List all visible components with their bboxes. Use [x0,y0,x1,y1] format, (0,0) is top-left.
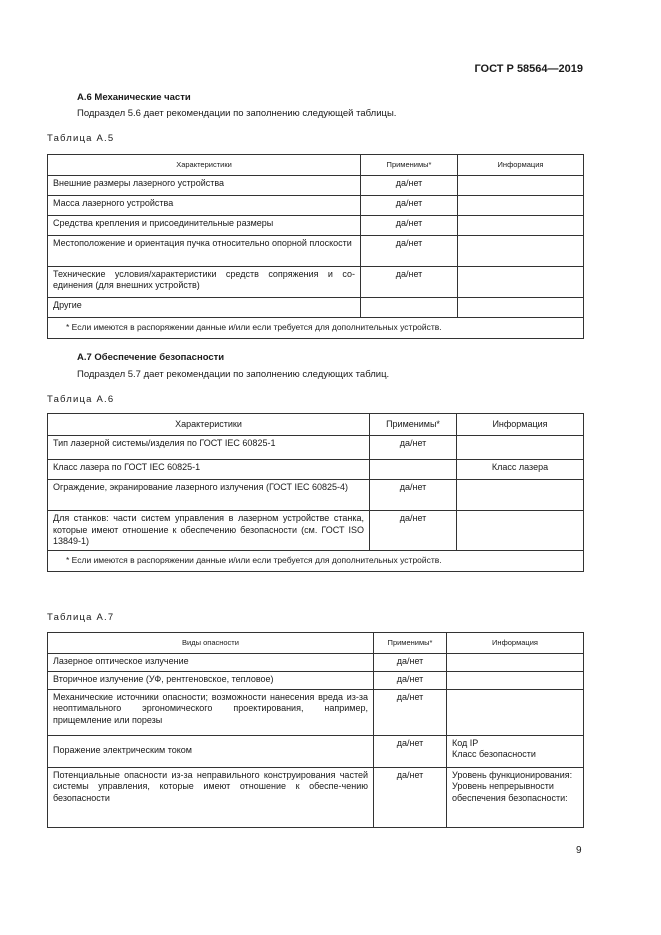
cell-applicable: да/нет [370,436,457,460]
cell-info [458,195,584,215]
cell-applicable: да/нет [361,175,458,195]
cell-characteristic: Масса лазерного устройства [48,195,361,215]
cell-info [457,480,584,511]
cell-characteristic: Технические условия/характеристики средств сопряжения и со-единения (для внешних устройств) [48,266,361,297]
cell-applicable: да/нет [374,653,447,671]
table-header-row [48,633,584,654]
column-header: Виды опасности [48,633,374,654]
cell-applicable [370,460,457,480]
section-a6-title: А.6 Механические части [77,92,191,103]
cell-characteristic: Ограждение, экранирование лазерного излучения (ГОСТ IEC 60825-4) [48,480,370,511]
column-header: Информация [447,633,584,654]
column-header: Характеристики [48,414,370,436]
column-header: Информация [457,414,584,436]
cell-info [458,297,584,317]
table-row [48,480,584,511]
table-a5 [47,154,584,339]
cell-applicable: да/нет [374,671,447,689]
table-row [48,175,584,195]
cell-applicable: да/нет [361,195,458,215]
cell-characteristic: Тип лазерной системы/изделия по ГОСТ IEC 60825-1 [48,436,370,460]
cell-applicable: да/нет [374,689,447,735]
cell-hazard: Потенциальные опасности из-за неправильного конструирования частей системы управления, которые имеют отношение к обеспе-чению безопасности [48,767,374,827]
cell-info [457,511,584,551]
table-header-row [48,414,584,436]
table-row [48,735,584,767]
table-footnote-row [48,550,584,572]
table-a5-caption: Таблица А.5 [47,133,115,144]
table-a7 [47,632,584,828]
table-header-row [48,155,584,176]
cell-info: Уровень функционирования: Уровень непрерывности обеспечения безопасности: [447,767,584,827]
cell-info [457,436,584,460]
cell-applicable: да/нет [361,235,458,266]
cell-hazard: Лазерное оптическое излучение [48,653,374,671]
section-a7-text: Подраздел 5.7 дает рекомендации по заполнению следующих таблиц. [77,369,390,380]
table-a6 [47,413,584,572]
cell-info [458,215,584,235]
column-header: Информация [458,155,584,176]
table-row [48,215,584,235]
cell-applicable: да/нет [370,511,457,551]
table-row [48,671,584,689]
cell-hazard: Механические источники опасности; возможности нанесения вреда из-за неоптимального эргономического проектирования, например, прищемление или порезы [48,689,374,735]
table-row [48,653,584,671]
table-row [48,235,584,266]
cell-info: Код IP Класс безопасности [447,735,584,767]
table-a6-caption: Таблица А.6 [47,394,115,405]
table-row [48,436,584,460]
table-row [48,689,584,735]
table-row [48,297,584,317]
cell-applicable: да/нет [361,215,458,235]
table-row [48,511,584,551]
page-number: 9 [576,845,582,856]
cell-hazard: Поражение электрическим током [48,735,374,767]
cell-characteristic: Класс лазера по ГОСТ IEC 60825-1 [48,460,370,480]
section-a7-title: А.7 Обеспечение безопасности [77,352,225,363]
cell-characteristic: Другие [48,297,361,317]
cell-info [447,671,584,689]
cell-hazard: Вторичное излучение (УФ, рентгеновское, тепловое) [48,671,374,689]
cell-applicable: да/нет [374,767,447,827]
table-row [48,460,584,480]
table-footnote: * Если имеются в распоряжении данные и/или если требуется для дополнительных устройств. [48,317,584,339]
column-header: Применимы* [374,633,447,654]
column-header: Применимы* [370,414,457,436]
table-row [48,266,584,297]
table-a7-caption: Таблица А.7 [47,612,115,623]
cell-info [447,653,584,671]
table-footnote: * Если имеются в распоряжении данные и/или если требуется для дополнительных устройств. [48,550,584,572]
column-header: Характеристики [48,155,361,176]
cell-info [458,235,584,266]
cell-info [447,689,584,735]
cell-characteristic: Внешние размеры лазерного устройства [48,175,361,195]
cell-characteristic: Местоположение и ориентация пучка относительно опорной плоскости [48,235,361,266]
table-footnote-row [48,317,584,339]
cell-applicable [361,297,458,317]
section-a6-text: Подраздел 5.6 дает рекомендации по заполнению следующей таблицы. [77,108,397,119]
cell-info: Класс лазера [457,460,584,480]
cell-applicable: да/нет [370,480,457,511]
cell-applicable: да/нет [361,266,458,297]
cell-info [458,175,584,195]
column-header: Применимы* [361,155,458,176]
cell-characteristic: Для станков: части систем управления в лазерном устройстве станка, которые имеют отношение к обеспечению безопасности (см. ГОСТ ISO 13849-1) [48,511,370,551]
table-row [48,195,584,215]
cell-info [458,266,584,297]
document-id: ГОСТ Р 58564—2019 [474,63,583,75]
cell-applicable: да/нет [374,735,447,767]
table-row [48,767,584,827]
cell-characteristic: Средства крепления и присоединительные размеры [48,215,361,235]
